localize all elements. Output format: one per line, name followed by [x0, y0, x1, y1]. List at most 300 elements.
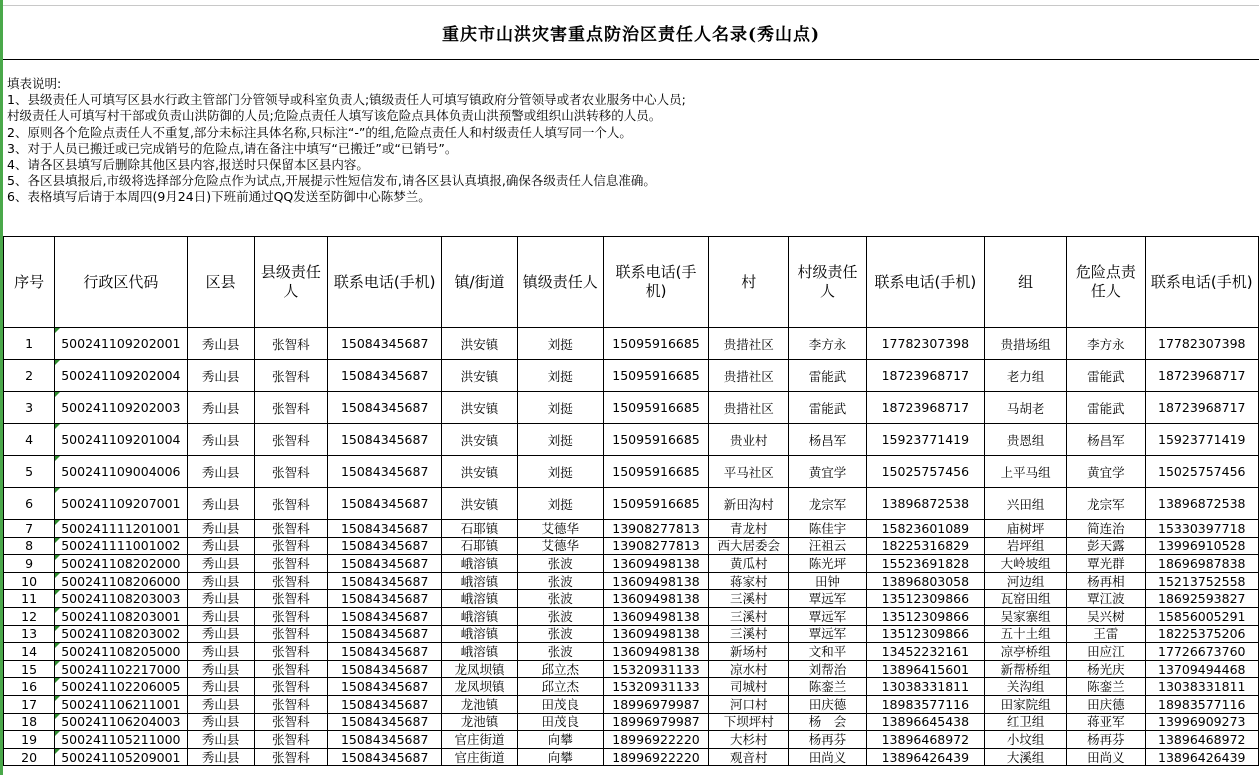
col-group-cell[interactable]: 瓦窑田组	[985, 590, 1067, 608]
col-hazard-officer-cell[interactable]: 龙宗军	[1067, 488, 1145, 520]
col-town-cell[interactable]: 洪安镇	[442, 328, 517, 360]
col-hazard-officer-header[interactable]: 危险点责任人	[1067, 237, 1145, 328]
col-county-phone-cell[interactable]: 15084345687	[328, 713, 442, 731]
col-seq-cell[interactable]: 4	[4, 424, 55, 456]
col-town-phone-cell[interactable]: 18996979987	[603, 713, 708, 731]
col-village-phone-cell[interactable]: 13896468972	[866, 731, 984, 749]
col-county-officer-cell[interactable]: 张智科	[254, 731, 327, 749]
col-village-officer-cell[interactable]: 龙宗军	[789, 488, 866, 520]
col-village-cell[interactable]: 贵业村	[709, 424, 789, 456]
col-town-officer-cell[interactable]: 张波	[517, 625, 603, 643]
col-county-officer-cell[interactable]: 张智科	[254, 424, 327, 456]
col-town-phone-header[interactable]: 联系电话(手机)	[603, 237, 708, 328]
col-hazard-phone-cell[interactable]: 15856005291	[1145, 607, 1258, 625]
col-county-officer-cell[interactable]: 张智科	[254, 660, 327, 678]
col-county-phone-cell[interactable]: 15084345687	[328, 360, 442, 392]
col-hazard-phone-cell[interactable]: 13896468972	[1145, 731, 1258, 749]
col-town-cell[interactable]: 峨溶镇	[442, 643, 517, 661]
col-hazard-phone-cell[interactable]: 17726673760	[1145, 643, 1258, 661]
col-hazard-officer-cell[interactable]: 黄宜学	[1067, 456, 1145, 488]
col-town-officer-cell[interactable]: 邱立杰	[517, 678, 603, 696]
col-county-phone-cell[interactable]: 15084345687	[328, 555, 442, 573]
col-county-officer-cell[interactable]: 张智科	[254, 607, 327, 625]
col-seq-cell[interactable]: 12	[4, 607, 55, 625]
col-village-phone-cell[interactable]: 13896645438	[866, 713, 984, 731]
col-town-cell[interactable]: 洪安镇	[442, 392, 517, 424]
col-town-phone-cell[interactable]: 18996922220	[603, 731, 708, 749]
col-village-phone-cell[interactable]: 18723968717	[866, 360, 984, 392]
col-admin-code-cell[interactable]: 500241108203001	[55, 607, 187, 625]
col-admin-code-cell[interactable]: 500241106204003	[55, 713, 187, 731]
col-hazard-phone-cell[interactable]: 18723968717	[1145, 360, 1258, 392]
col-seq-header[interactable]: 序号	[4, 237, 55, 328]
col-admin-code-cell[interactable]: 500241106211001	[55, 695, 187, 713]
col-county-officer-cell[interactable]: 张智科	[254, 695, 327, 713]
col-town-cell[interactable]: 石耶镇	[442, 537, 517, 555]
col-county-officer-cell[interactable]: 张智科	[254, 625, 327, 643]
col-group-cell[interactable]: 岩坪组	[985, 537, 1067, 555]
col-admin-code-cell[interactable]: 500241111001002	[55, 537, 187, 555]
col-group-cell[interactable]: 小坟组	[985, 731, 1067, 749]
col-county-phone-cell[interactable]: 15084345687	[328, 678, 442, 696]
col-county-cell[interactable]: 秀山县	[187, 590, 254, 608]
col-village-officer-cell[interactable]: 杨 会	[789, 713, 866, 731]
col-group-cell[interactable]: 河边组	[985, 572, 1067, 590]
col-county-phone-cell[interactable]: 15084345687	[328, 328, 442, 360]
col-village-officer-cell[interactable]: 雷能武	[789, 392, 866, 424]
col-village-cell[interactable]: 下坝坪村	[709, 713, 789, 731]
col-village-phone-cell[interactable]: 17782307398	[866, 328, 984, 360]
col-seq-cell[interactable]: 13	[4, 625, 55, 643]
col-hazard-phone-cell[interactable]: 13896872538	[1145, 488, 1258, 520]
table-row	[4, 456, 1259, 488]
col-village-phone-cell[interactable]: 13896803058	[866, 572, 984, 590]
col-seq-cell[interactable]: 14	[4, 643, 55, 661]
col-town-phone-cell[interactable]: 13609498138	[603, 643, 708, 661]
col-town-cell[interactable]: 石耶镇	[442, 520, 517, 538]
col-county-cell[interactable]: 秀山县	[187, 456, 254, 488]
col-seq-cell[interactable]: 16	[4, 678, 55, 696]
col-village-phone-cell[interactable]: 15523691828	[866, 555, 984, 573]
col-town-officer-cell[interactable]: 刘挺	[517, 424, 603, 456]
col-group-header[interactable]: 组	[985, 237, 1067, 328]
col-county-cell[interactable]: 秀山县	[187, 713, 254, 731]
col-village-officer-cell[interactable]: 覃远军	[789, 607, 866, 625]
col-village-officer-cell[interactable]: 杨昌军	[789, 424, 866, 456]
col-hazard-phone-cell[interactable]: 18225375206	[1145, 625, 1258, 643]
col-county-phone-cell[interactable]: 15084345687	[328, 643, 442, 661]
col-hazard-phone-cell[interactable]: 15213752558	[1145, 572, 1258, 590]
col-seq-cell[interactable]: 5	[4, 456, 55, 488]
col-village-cell[interactable]: 三溪村	[709, 625, 789, 643]
col-group-cell[interactable]: 马胡老	[985, 392, 1067, 424]
col-county-officer-cell[interactable]: 张智科	[254, 590, 327, 608]
col-village-cell[interactable]: 蒋家村	[709, 572, 789, 590]
col-seq-cell[interactable]: 10	[4, 572, 55, 590]
col-hazard-phone-cell[interactable]: 18983577116	[1145, 695, 1258, 713]
col-village-header[interactable]: 村	[709, 237, 789, 328]
col-hazard-officer-cell[interactable]: 彭天露	[1067, 537, 1145, 555]
col-hazard-phone-cell[interactable]: 18692593827	[1145, 590, 1258, 608]
col-town-officer-cell[interactable]: 刘挺	[517, 328, 603, 360]
col-town-officer-header[interactable]: 镇级责任人	[517, 237, 603, 328]
col-county-cell[interactable]: 秀山县	[187, 328, 254, 360]
col-town-phone-cell[interactable]: 13609498138	[603, 607, 708, 625]
col-admin-code-cell[interactable]: 500241108203003	[55, 590, 187, 608]
col-county-cell[interactable]: 秀山县	[187, 424, 254, 456]
col-town-phone-cell[interactable]: 15095916685	[603, 328, 708, 360]
col-hazard-phone-cell[interactable]: 13896426439	[1145, 748, 1258, 766]
col-town-officer-cell[interactable]: 张波	[517, 572, 603, 590]
col-hazard-phone-cell[interactable]: 15923771419	[1145, 424, 1258, 456]
col-county-phone-cell[interactable]: 15084345687	[328, 731, 442, 749]
col-county-cell[interactable]: 秀山县	[187, 392, 254, 424]
col-group-cell[interactable]: 大岭坡组	[985, 555, 1067, 573]
col-county-cell[interactable]: 秀山县	[187, 748, 254, 766]
col-village-phone-cell[interactable]: 15923771419	[866, 424, 984, 456]
col-group-cell[interactable]: 五十土组	[985, 625, 1067, 643]
col-hazard-officer-cell[interactable]: 王雷	[1067, 625, 1145, 643]
col-seq-cell[interactable]: 9	[4, 555, 55, 573]
col-county-phone-cell[interactable]: 15084345687	[328, 590, 442, 608]
col-admin-code-cell[interactable]: 500241109202003	[55, 392, 187, 424]
col-seq-cell[interactable]: 11	[4, 590, 55, 608]
col-town-phone-cell[interactable]: 15095916685	[603, 456, 708, 488]
col-village-officer-cell[interactable]: 田尚义	[789, 748, 866, 766]
col-town-cell[interactable]: 官庄街道	[442, 731, 517, 749]
col-town-phone-cell[interactable]: 13908277813	[603, 537, 708, 555]
fill-instructions[interactable]	[7, 76, 1247, 206]
col-group-cell[interactable]: 红卫组	[985, 713, 1067, 731]
col-town-cell[interactable]: 龙池镇	[442, 713, 517, 731]
col-town-cell[interactable]: 龙凤坝镇	[442, 660, 517, 678]
table-row	[4, 488, 1259, 520]
col-seq-cell[interactable]: 15	[4, 660, 55, 678]
col-county-officer-cell[interactable]: 张智科	[254, 360, 327, 392]
col-hazard-phone-cell[interactable]: 13709494468	[1145, 660, 1258, 678]
col-county-officer-cell[interactable]: 张智科	[254, 555, 327, 573]
col-seq-cell[interactable]: 17	[4, 695, 55, 713]
col-village-phone-cell[interactable]: 13896872538	[866, 488, 984, 520]
col-hazard-officer-cell[interactable]: 杨光庆	[1067, 660, 1145, 678]
col-county-phone-cell[interactable]: 15084345687	[328, 456, 442, 488]
col-county-cell[interactable]: 秀山县	[187, 625, 254, 643]
col-hazard-officer-cell[interactable]: 田应江	[1067, 643, 1145, 661]
col-hazard-officer-cell[interactable]: 雷能武	[1067, 392, 1145, 424]
col-village-officer-cell[interactable]: 杨再芬	[789, 731, 866, 749]
col-town-officer-cell[interactable]: 艾德华	[517, 537, 603, 555]
col-county-cell[interactable]: 秀山县	[187, 678, 254, 696]
col-hazard-officer-cell[interactable]: 杨再相	[1067, 572, 1145, 590]
col-town-officer-cell[interactable]: 向攀	[517, 748, 603, 766]
col-admin-code-cell[interactable]: 500241109202004	[55, 360, 187, 392]
col-county-cell[interactable]: 秀山县	[187, 360, 254, 392]
col-seq-cell[interactable]: 18	[4, 713, 55, 731]
col-town-cell[interactable]: 洪安镇	[442, 424, 517, 456]
col-village-cell[interactable]: 新场村	[709, 643, 789, 661]
col-county-officer-cell[interactable]: 张智科	[254, 488, 327, 520]
col-county-officer-cell[interactable]: 张智科	[254, 537, 327, 555]
col-seq-cell[interactable]: 6	[4, 488, 55, 520]
col-town-officer-cell[interactable]: 向攀	[517, 731, 603, 749]
col-village-officer-cell[interactable]: 田钟	[789, 572, 866, 590]
col-admin-code-cell[interactable]: 500241102217000	[55, 660, 187, 678]
col-town-phone-cell[interactable]: 15095916685	[603, 360, 708, 392]
col-hazard-officer-cell[interactable]: 李方永	[1067, 328, 1145, 360]
col-town-cell[interactable]: 洪安镇	[442, 456, 517, 488]
col-admin-code-cell[interactable]: 500241109201004	[55, 424, 187, 456]
col-town-phone-cell[interactable]: 13609498138	[603, 555, 708, 573]
col-village-cell[interactable]: 河口村	[709, 695, 789, 713]
col-village-phone-cell[interactable]: 18723968717	[866, 392, 984, 424]
col-village-cell[interactable]: 西大居委会	[709, 537, 789, 555]
col-group-cell[interactable]: 贵恩组	[985, 424, 1067, 456]
col-hazard-officer-cell[interactable]: 田庆德	[1067, 695, 1145, 713]
col-village-officer-cell[interactable]: 雷能武	[789, 360, 866, 392]
col-admin-code-cell[interactable]: 500241105209001	[55, 748, 187, 766]
col-admin-code-cell[interactable]: 500241108206000	[55, 572, 187, 590]
col-hazard-officer-cell[interactable]: 覃江波	[1067, 590, 1145, 608]
col-county-phone-cell[interactable]: 15084345687	[328, 748, 442, 766]
col-town-officer-cell[interactable]: 刘挺	[517, 392, 603, 424]
col-admin-code-cell[interactable]: 500241109202001	[55, 328, 187, 360]
col-town-cell[interactable]: 龙池镇	[442, 695, 517, 713]
col-village-officer-cell[interactable]: 田庆德	[789, 695, 866, 713]
col-county-phone-cell[interactable]: 15084345687	[328, 625, 442, 643]
col-county-phone-cell[interactable]: 15084345687	[328, 424, 442, 456]
col-county-phone-cell[interactable]: 15084345687	[328, 520, 442, 538]
col-county-cell[interactable]: 秀山县	[187, 488, 254, 520]
col-village-officer-cell[interactable]: 陈銮兰	[789, 678, 866, 696]
col-village-phone-cell[interactable]: 15025757456	[866, 456, 984, 488]
col-hazard-officer-cell[interactable]: 陈銮兰	[1067, 678, 1145, 696]
col-hazard-officer-cell[interactable]: 杨昌军	[1067, 424, 1145, 456]
col-village-cell[interactable]: 三溪村	[709, 607, 789, 625]
col-village-cell[interactable]: 黄瓜村	[709, 555, 789, 573]
col-town-cell[interactable]: 峨溶镇	[442, 625, 517, 643]
col-village-officer-cell[interactable]: 覃远军	[789, 625, 866, 643]
col-seq-cell[interactable]: 19	[4, 731, 55, 749]
col-county-officer-cell[interactable]: 张智科	[254, 748, 327, 766]
col-village-cell[interactable]: 贵措社区	[709, 328, 789, 360]
col-county-header[interactable]: 区县	[187, 237, 254, 328]
col-group-cell[interactable]: 兴田组	[985, 488, 1067, 520]
col-town-phone-cell[interactable]: 13908277813	[603, 520, 708, 538]
col-town-officer-cell[interactable]: 张波	[517, 607, 603, 625]
col-village-officer-cell[interactable]: 黄宜学	[789, 456, 866, 488]
col-village-phone-cell[interactable]: 13512309866	[866, 625, 984, 643]
col-county-officer-cell[interactable]: 张智科	[254, 678, 327, 696]
col-village-officer-cell[interactable]: 李方永	[789, 328, 866, 360]
col-town-phone-cell[interactable]: 13609498138	[603, 572, 708, 590]
col-admin-code-cell[interactable]: 500241111201001	[55, 520, 187, 538]
col-seq-cell[interactable]: 8	[4, 537, 55, 555]
col-village-cell[interactable]: 三溪村	[709, 590, 789, 608]
col-county-cell[interactable]: 秀山县	[187, 660, 254, 678]
col-village-officer-cell[interactable]: 刘帮治	[789, 660, 866, 678]
col-county-officer-cell[interactable]: 张智科	[254, 328, 327, 360]
col-admin-code-cell[interactable]: 500241108203002	[55, 625, 187, 643]
col-hazard-officer-cell[interactable]: 杨再芬	[1067, 731, 1145, 749]
col-county-phone-cell[interactable]: 15084345687	[328, 660, 442, 678]
col-group-cell[interactable]: 大溪组	[985, 748, 1067, 766]
col-seq-cell[interactable]: 7	[4, 520, 55, 538]
col-county-cell[interactable]: 秀山县	[187, 731, 254, 749]
col-county-phone-cell[interactable]: 15084345687	[328, 572, 442, 590]
col-village-cell[interactable]: 青龙村	[709, 520, 789, 538]
col-group-cell[interactable]: 贵措场组	[985, 328, 1067, 360]
col-admin-code-header[interactable]: 行政区代码	[55, 237, 187, 328]
col-town-cell[interactable]: 龙凤坝镇	[442, 678, 517, 696]
col-county-cell[interactable]: 秀山县	[187, 572, 254, 590]
col-seq-cell[interactable]: 20	[4, 748, 55, 766]
col-county-cell[interactable]: 秀山县	[187, 643, 254, 661]
col-village-officer-cell[interactable]: 汪祖云	[789, 537, 866, 555]
col-admin-code-cell[interactable]: 500241108202000	[55, 555, 187, 573]
col-town-phone-cell[interactable]: 15320931133	[603, 678, 708, 696]
col-county-officer-cell[interactable]: 张智科	[254, 713, 327, 731]
col-village-phone-cell[interactable]: 13896426439	[866, 748, 984, 766]
col-village-officer-cell[interactable]: 覃远军	[789, 590, 866, 608]
col-group-cell[interactable]: 老力组	[985, 360, 1067, 392]
col-town-phone-cell[interactable]: 15095916685	[603, 488, 708, 520]
col-town-phone-cell[interactable]: 15095916685	[603, 424, 708, 456]
col-hazard-phone-cell[interactable]: 15025757456	[1145, 456, 1258, 488]
col-village-phone-cell[interactable]: 13452232161	[866, 643, 984, 661]
col-county-officer-cell[interactable]: 张智科	[254, 392, 327, 424]
col-village-phone-cell[interactable]: 18983577116	[866, 695, 984, 713]
col-village-cell[interactable]: 凉水村	[709, 660, 789, 678]
col-county-cell[interactable]: 秀山县	[187, 537, 254, 555]
table-row	[4, 328, 1259, 360]
col-hazard-phone-cell[interactable]: 13038331811	[1145, 678, 1258, 696]
col-village-cell[interactable]: 贵措社区	[709, 392, 789, 424]
col-county-cell[interactable]: 秀山县	[187, 520, 254, 538]
col-group-cell[interactable]: 庙树坪	[985, 520, 1067, 538]
col-county-cell[interactable]: 秀山县	[187, 607, 254, 625]
col-village-cell[interactable]: 新田沟村	[709, 488, 789, 520]
col-town-cell[interactable]: 官庄街道	[442, 748, 517, 766]
col-county-phone-cell[interactable]: 15084345687	[328, 488, 442, 520]
col-town-cell[interactable]: 洪安镇	[442, 360, 517, 392]
col-hazard-phone-cell[interactable]: 18723968717	[1145, 392, 1258, 424]
col-village-phone-cell[interactable]: 13512309866	[866, 607, 984, 625]
col-town-officer-cell[interactable]: 艾德华	[517, 520, 603, 538]
col-town-officer-cell[interactable]: 刘挺	[517, 360, 603, 392]
col-village-cell[interactable]: 贵措社区	[709, 360, 789, 392]
col-town-phone-cell[interactable]: 15095916685	[603, 392, 708, 424]
col-hazard-officer-cell[interactable]: 蒋亚军	[1067, 713, 1145, 731]
col-hazard-phone-cell[interactable]: 13996910528	[1145, 537, 1258, 555]
col-town-cell[interactable]: 峨溶镇	[442, 607, 517, 625]
col-town-phone-cell[interactable]: 13609498138	[603, 590, 708, 608]
col-village-phone-cell[interactable]: 15823601089	[866, 520, 984, 538]
col-village-phone-cell[interactable]: 13038331811	[866, 678, 984, 696]
col-county-phone-cell[interactable]: 15084345687	[328, 537, 442, 555]
col-village-cell[interactable]: 司城村	[709, 678, 789, 696]
col-town-officer-cell[interactable]: 邱立杰	[517, 660, 603, 678]
col-town-officer-cell[interactable]: 田茂良	[517, 713, 603, 731]
col-village-officer-header[interactable]: 村级责任人	[789, 237, 866, 328]
col-hazard-phone-header[interactable]: 联系电话(手机)	[1145, 237, 1258, 328]
col-group-cell[interactable]: 新帮桥组	[985, 660, 1067, 678]
col-town-header[interactable]: 镇/街道	[442, 237, 517, 328]
col-hazard-phone-cell[interactable]: 15330397718	[1145, 520, 1258, 538]
col-town-officer-cell[interactable]: 刘挺	[517, 456, 603, 488]
col-hazard-phone-cell[interactable]: 18696987838	[1145, 555, 1258, 573]
col-town-phone-cell[interactable]: 13609498138	[603, 625, 708, 643]
col-town-officer-cell[interactable]: 田茂良	[517, 695, 603, 713]
col-town-officer-cell[interactable]: 刘挺	[517, 488, 603, 520]
col-village-officer-cell[interactable]: 文和平	[789, 643, 866, 661]
col-village-officer-cell[interactable]: 陈佳宇	[789, 520, 866, 538]
col-county-officer-cell[interactable]: 张智科	[254, 643, 327, 661]
col-county-phone-cell[interactable]: 15084345687	[328, 607, 442, 625]
col-county-cell[interactable]: 秀山县	[187, 695, 254, 713]
col-town-phone-cell[interactable]: 15320931133	[603, 660, 708, 678]
col-town-cell[interactable]: 洪安镇	[442, 488, 517, 520]
col-admin-code-cell[interactable]: 500241108205000	[55, 643, 187, 661]
col-hazard-officer-cell[interactable]: 雷能武	[1067, 360, 1145, 392]
page-title[interactable]: 重庆市山洪灾害重点防治区责任人名录(秀山点)	[3, 6, 1259, 60]
col-group-cell[interactable]: 吴家寨组	[985, 607, 1067, 625]
col-county-officer-header[interactable]: 县级责任人	[254, 237, 327, 328]
col-village-phone-cell[interactable]: 13512309866	[866, 590, 984, 608]
col-village-officer-cell[interactable]: 陈光坪	[789, 555, 866, 573]
col-county-officer-cell[interactable]: 张智科	[254, 520, 327, 538]
col-group-cell[interactable]: 上平马组	[985, 456, 1067, 488]
col-village-cell[interactable]: 观音村	[709, 748, 789, 766]
col-county-officer-cell[interactable]: 张智科	[254, 456, 327, 488]
col-village-phone-cell[interactable]: 18225316829	[866, 537, 984, 555]
col-town-officer-cell[interactable]: 张波	[517, 643, 603, 661]
col-village-cell[interactable]: 平马社区	[709, 456, 789, 488]
col-hazard-officer-cell[interactable]: 简连治	[1067, 520, 1145, 538]
col-hazard-officer-cell[interactable]: 田尚义	[1067, 748, 1145, 766]
col-town-phone-cell[interactable]: 18996979987	[603, 695, 708, 713]
col-village-cell[interactable]: 大杉村	[709, 731, 789, 749]
col-county-phone-cell[interactable]: 15084345687	[328, 392, 442, 424]
col-town-officer-cell[interactable]: 张波	[517, 590, 603, 608]
col-admin-code-cell[interactable]: 500241109207001	[55, 488, 187, 520]
col-admin-code-cell[interactable]: 500241102206005	[55, 678, 187, 696]
col-town-cell[interactable]: 峨溶镇	[442, 572, 517, 590]
col-seq-cell[interactable]: 3	[4, 392, 55, 424]
col-town-officer-cell[interactable]: 张波	[517, 555, 603, 573]
col-hazard-phone-cell[interactable]: 13996909273	[1145, 713, 1258, 731]
col-county-phone-cell[interactable]: 15084345687	[328, 695, 442, 713]
col-town-cell[interactable]: 峨溶镇	[442, 590, 517, 608]
col-county-phone-header[interactable]: 联系电话(手机)	[328, 237, 442, 328]
col-seq-cell[interactable]: 2	[4, 360, 55, 392]
col-seq-cell[interactable]: 1	[4, 328, 55, 360]
col-group-cell[interactable]: 凉亭桥组	[985, 643, 1067, 661]
col-hazard-phone-cell[interactable]: 17782307398	[1145, 328, 1258, 360]
col-admin-code-cell[interactable]: 500241109004006	[55, 456, 187, 488]
col-hazard-officer-cell[interactable]: 吴兴树	[1067, 607, 1145, 625]
col-village-phone-header[interactable]: 联系电话(手机)	[866, 237, 984, 328]
col-town-cell[interactable]: 峨溶镇	[442, 555, 517, 573]
table-row	[4, 572, 1259, 590]
col-group-cell[interactable]: 关沟组	[985, 678, 1067, 696]
col-group-cell[interactable]: 田家院组	[985, 695, 1067, 713]
col-county-cell[interactable]: 秀山县	[187, 555, 254, 573]
col-hazard-officer-cell[interactable]: 覃光群	[1067, 555, 1145, 573]
col-admin-code-cell[interactable]: 500241105211000	[55, 731, 187, 749]
col-village-phone-cell[interactable]: 13896415601	[866, 660, 984, 678]
col-county-officer-cell[interactable]: 张智科	[254, 572, 327, 590]
col-town-phone-cell[interactable]: 18996922220	[603, 748, 708, 766]
